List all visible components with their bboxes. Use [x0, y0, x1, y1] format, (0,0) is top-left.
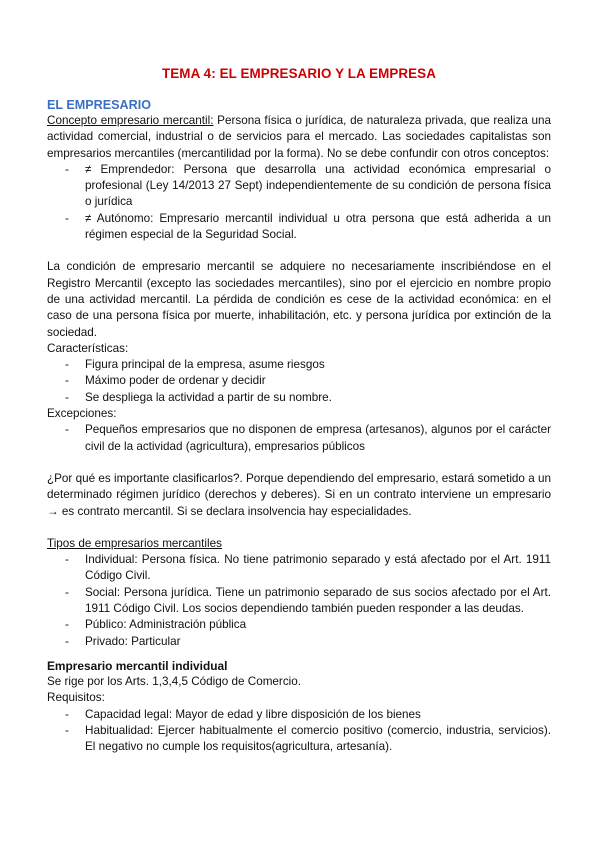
concepto-text: Persona física o jurídica, de naturaleza privada, que realiza una actividad comercial, industrial o de servicios para el mercado. Las sociedades capitalistas son empresarios mercantiles (mercantilidad por la forma). No se debe confundir con otros conceptos:	[47, 114, 551, 160]
list-item: - Individual: Persona física. No tiene patrimonio separado y está afectado por el Art. 1911 Código Civil.	[69, 552, 551, 585]
porque-paragraph: ¿Por qué es importante clasificarlos?. Porque dependiendo del empresario, estará sometido a un determinado régimen jurídico (derechos y deberes). Si en un contrato interviene un empresario → es contrato mercantil. Si se declara insolvencia hay especialidades.	[47, 471, 551, 518]
list-item: - Público: Administración pública	[69, 617, 551, 633]
requisitos-list	[47, 707, 551, 756]
tipos-label-text: Tipos de empresarios mercantiles	[47, 536, 222, 550]
concepto-list	[47, 162, 551, 243]
document-title: TEMA 4: EL EMPRESARIO Y LA EMPRESA	[162, 66, 436, 81]
list-item: - Figura principal de la empresa, asume riesgos	[69, 357, 551, 373]
individual-heading: Empresario mercantil individual	[47, 658, 228, 673]
caracteristicas-label: Características:	[47, 341, 129, 355]
list-item: - Pequeños empresarios que no disponen de empresa (artesanos), algunos por el carácter civil de la actividad (agricultura), empresarios públicos	[69, 422, 551, 455]
list-item: - Máximo poder de ordenar y decidir	[69, 373, 551, 389]
tipos-label	[47, 536, 551, 552]
list-item: - ≠ Autónomo: Empresario mercantil individual u otra persona que está adherida a un régimen especial de la Seguridad Social.	[69, 211, 551, 244]
list-item: - Habitualidad: Ejercer habitualmente el comercio positivo (comercio, industria, servicios). El negativo no cumple los requisitos(agricultura, artesanía).	[69, 723, 551, 756]
list-item: - ≠ Emprendedor: Persona que desarrolla una actividad económica empresarial o profesional (Ley 14/2013 27 Sept) independientemente de su condición de persona física o jurídica	[69, 162, 551, 211]
requisitos-label: Requisitos:	[47, 691, 105, 705]
excepciones-label: Excepciones:	[47, 407, 117, 421]
tipos-list	[47, 552, 551, 650]
concepto-label: Concepto empresario mercantil:	[47, 114, 214, 127]
caracteristicas-list	[47, 357, 551, 406]
concepto-paragraph	[47, 113, 551, 162]
individual-line: Se rige por los Arts. 1,3,4,5 Código de Comercio.	[47, 674, 302, 688]
list-item: - Privado: Particular	[69, 634, 551, 650]
list-item: - Capacidad legal: Mayor de edad y libre disposición de los bienes	[69, 707, 551, 723]
excepciones-list	[47, 422, 551, 455]
condicion-paragraph: La condición de empresario mercantil se adquiere no necesariamente inscribiéndose en el Registro Mercantil (excepto las sociedades mercantiles), sino por el ejercicio en nombre propio de una actividad mercantil. La pérdida de condición es cese de la actividad económica: en el caso de una persona física por muerte, inhabilitación, etc. y persona jurídica por extinción de la sociedad.	[47, 260, 551, 339]
list-item: - Se despliega la actividad a partir de su nombre.	[69, 390, 551, 406]
list-item: - Social: Persona jurídica. Tiene un patrimonio separado de sus socios afectado por el Art. 1911 Código Civil. Los socios dependiendo también pueden responder a las deudas.	[69, 585, 551, 618]
section-heading-empresario: EL EMPRESARIO	[47, 98, 152, 112]
